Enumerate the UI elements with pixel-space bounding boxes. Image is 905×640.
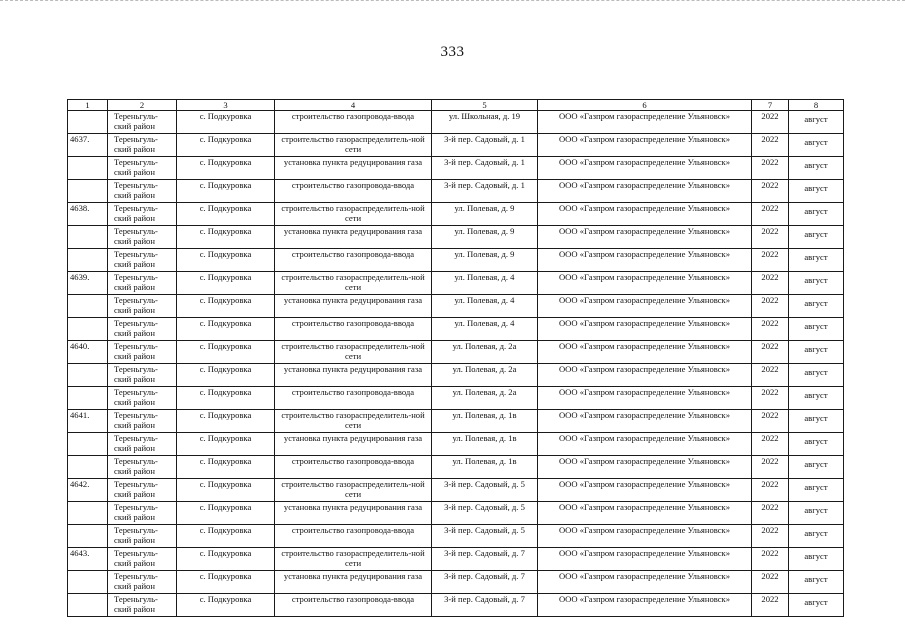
register-table: [67, 99, 844, 617]
organization-cell: ООО «Газпром газораспределение Ульяновск»: [538, 548, 752, 571]
table-body: [68, 111, 844, 617]
table-row: [68, 364, 844, 387]
settlement-cell: с. Подкуровка: [177, 548, 275, 571]
work-type-cell: установка пункта редуцирования газа: [275, 157, 432, 180]
work-type-cell: строительство газопровода-ввода: [275, 594, 432, 617]
address-cell: ул. Полевая, д. 9: [432, 203, 538, 226]
table-row: [68, 203, 844, 226]
organization-cell: ООО «Газпром газораспределение Ульяновск»: [538, 410, 752, 433]
address-cell: 3-й пер. Садовый, д. 5: [432, 525, 538, 548]
row-number-cell: 4641.: [68, 410, 108, 433]
month-cell: август: [789, 594, 844, 617]
work-type-cell: установка пункта редуцирования газа: [275, 433, 432, 456]
table-row: [68, 387, 844, 410]
work-type-cell: строительство газораспределитель-ной сети: [275, 134, 432, 157]
row-number-cell: [68, 111, 108, 134]
organization-cell: ООО «Газпром газораспределение Ульяновск»: [538, 387, 752, 410]
year-cell: 2022: [752, 433, 789, 456]
district-cell: Тереньгуль-ский район: [108, 525, 177, 548]
month-cell: август: [789, 295, 844, 318]
settlement-cell: с. Подкуровка: [177, 111, 275, 134]
district-cell: Тереньгуль-ский район: [108, 295, 177, 318]
address-cell: 3-й пер. Садовый, д. 5: [432, 502, 538, 525]
year-cell: 2022: [752, 341, 789, 364]
column-header: 3: [177, 100, 275, 111]
address-cell: ул. Полевая, д. 4: [432, 295, 538, 318]
month-cell: август: [789, 157, 844, 180]
year-cell: 2022: [752, 410, 789, 433]
row-number-cell: 4639.: [68, 272, 108, 295]
organization-cell: ООО «Газпром газораспределение Ульяновск»: [538, 226, 752, 249]
month-cell: август: [789, 226, 844, 249]
table-row: [68, 272, 844, 295]
settlement-cell: с. Подкуровка: [177, 594, 275, 617]
year-cell: 2022: [752, 295, 789, 318]
year-cell: 2022: [752, 525, 789, 548]
page-number: 333: [440, 44, 465, 60]
month-cell: август: [789, 364, 844, 387]
month-cell: август: [789, 111, 844, 134]
table-row: [68, 249, 844, 272]
row-number-cell: [68, 180, 108, 203]
settlement-cell: с. Подкуровка: [177, 525, 275, 548]
work-type-cell: строительство газораспределитель-ной сети: [275, 203, 432, 226]
table-row: [68, 571, 844, 594]
district-cell: Тереньгуль-ский район: [108, 456, 177, 479]
column-header: 5: [432, 100, 538, 111]
organization-cell: ООО «Газпром газораспределение Ульяновск»: [538, 249, 752, 272]
settlement-cell: с. Подкуровка: [177, 180, 275, 203]
year-cell: 2022: [752, 134, 789, 157]
year-cell: 2022: [752, 318, 789, 341]
address-cell: 3-й пер. Садовый, д. 7: [432, 571, 538, 594]
table-row: [68, 433, 844, 456]
organization-cell: ООО «Газпром газораспределение Ульяновск»: [538, 433, 752, 456]
district-cell: Тереньгуль-ский район: [108, 594, 177, 617]
work-type-cell: установка пункта редуцирования газа: [275, 571, 432, 594]
work-type-cell: установка пункта редуцирования газа: [275, 364, 432, 387]
organization-cell: ООО «Газпром газораспределение Ульяновск»: [538, 111, 752, 134]
table-row: [68, 548, 844, 571]
district-cell: Тереньгуль-ский район: [108, 180, 177, 203]
table-row: [68, 318, 844, 341]
row-number-cell: [68, 502, 108, 525]
address-cell: 3-й пер. Садовый, д. 7: [432, 548, 538, 571]
table-header: [68, 100, 844, 111]
month-cell: август: [789, 433, 844, 456]
address-cell: ул. Полевая, д. 2а: [432, 387, 538, 410]
address-cell: ул. Полевая, д. 9: [432, 249, 538, 272]
month-cell: август: [789, 341, 844, 364]
district-cell: Тереньгуль-ский район: [108, 203, 177, 226]
district-cell: Тереньгуль-ский район: [108, 433, 177, 456]
settlement-cell: с. Подкуровка: [177, 249, 275, 272]
month-cell: август: [789, 548, 844, 571]
district-cell: Тереньгуль-ский район: [108, 387, 177, 410]
table-row: [68, 479, 844, 502]
settlement-cell: с. Подкуровка: [177, 410, 275, 433]
settlement-cell: с. Подкуровка: [177, 226, 275, 249]
address-cell: ул. Полевая, д. 1в: [432, 410, 538, 433]
settlement-cell: с. Подкуровка: [177, 502, 275, 525]
settlement-cell: с. Подкуровка: [177, 272, 275, 295]
row-number-cell: [68, 364, 108, 387]
organization-cell: ООО «Газпром газораспределение Ульяновск»: [538, 502, 752, 525]
row-number-cell: 4640.: [68, 341, 108, 364]
month-cell: август: [789, 571, 844, 594]
district-cell: Тереньгуль-ский район: [108, 272, 177, 295]
month-cell: август: [789, 387, 844, 410]
row-number-cell: 4638.: [68, 203, 108, 226]
row-number-cell: [68, 456, 108, 479]
organization-cell: ООО «Газпром газораспределение Ульяновск»: [538, 157, 752, 180]
work-type-cell: строительство газораспределитель-ной сети: [275, 548, 432, 571]
year-cell: 2022: [752, 364, 789, 387]
district-cell: Тереньгуль-ский район: [108, 548, 177, 571]
year-cell: 2022: [752, 502, 789, 525]
row-number-cell: 4637.: [68, 134, 108, 157]
row-number-cell: [68, 226, 108, 249]
address-cell: ул. Школьная, д. 19: [432, 111, 538, 134]
column-header: 8: [789, 100, 844, 111]
settlement-cell: с. Подкуровка: [177, 318, 275, 341]
district-cell: Тереньгуль-ский район: [108, 364, 177, 387]
district-cell: Тереньгуль-ский район: [108, 134, 177, 157]
address-cell: 3-й пер. Садовый, д. 1: [432, 134, 538, 157]
row-number-cell: [68, 318, 108, 341]
month-cell: август: [789, 318, 844, 341]
row-number-cell: [68, 594, 108, 617]
settlement-cell: с. Подкуровка: [177, 134, 275, 157]
address-cell: ул. Полевая, д. 2а: [432, 341, 538, 364]
column-header: 2: [108, 100, 177, 111]
district-cell: Тереньгуль-ский район: [108, 479, 177, 502]
table-row: [68, 410, 844, 433]
row-number-cell: [68, 249, 108, 272]
district-cell: Тереньгуль-ский район: [108, 157, 177, 180]
organization-cell: ООО «Газпром газораспределение Ульяновск»: [538, 203, 752, 226]
month-cell: август: [789, 479, 844, 502]
address-cell: 3-й пер. Садовый, д. 1: [432, 157, 538, 180]
year-cell: 2022: [752, 571, 789, 594]
address-cell: ул. Полевая, д. 1в: [432, 433, 538, 456]
table-row: [68, 134, 844, 157]
month-cell: август: [789, 134, 844, 157]
row-number-cell: [68, 295, 108, 318]
row-number-cell: 4643.: [68, 548, 108, 571]
district-cell: Тереньгуль-ский район: [108, 502, 177, 525]
year-cell: 2022: [752, 548, 789, 571]
month-cell: август: [789, 410, 844, 433]
row-number-cell: [68, 157, 108, 180]
district-cell: Тереньгуль-ский район: [108, 111, 177, 134]
year-cell: 2022: [752, 226, 789, 249]
table-row: [68, 594, 844, 617]
work-type-cell: строительство газопровода-ввода: [275, 525, 432, 548]
settlement-cell: с. Подкуровка: [177, 479, 275, 502]
district-cell: Тереньгуль-ский район: [108, 226, 177, 249]
organization-cell: ООО «Газпром газораспределение Ульяновск»: [538, 318, 752, 341]
row-number-cell: [68, 387, 108, 410]
table-row: [68, 111, 844, 134]
column-header: 4: [275, 100, 432, 111]
work-type-cell: строительство газораспределитель-ной сети: [275, 272, 432, 295]
address-cell: ул. Полевая, д. 1в: [432, 456, 538, 479]
organization-cell: ООО «Газпром газораспределение Ульяновск»: [538, 571, 752, 594]
organization-cell: ООО «Газпром газораспределение Ульяновск»: [538, 525, 752, 548]
settlement-cell: с. Подкуровка: [177, 295, 275, 318]
address-cell: 3-й пер. Садовый, д. 7: [432, 594, 538, 617]
settlement-cell: с. Подкуровка: [177, 456, 275, 479]
month-cell: август: [789, 525, 844, 548]
work-type-cell: установка пункта редуцирования газа: [275, 226, 432, 249]
settlement-cell: с. Подкуровка: [177, 203, 275, 226]
year-cell: 2022: [752, 249, 789, 272]
work-type-cell: строительство газопровода-ввода: [275, 318, 432, 341]
table-row: [68, 502, 844, 525]
top-scan-edge: [0, 0, 905, 2]
district-cell: Тереньгуль-ский район: [108, 318, 177, 341]
year-cell: 2022: [752, 479, 789, 502]
work-type-cell: строительство газопровода-ввода: [275, 180, 432, 203]
year-cell: 2022: [752, 157, 789, 180]
row-number-cell: 4642.: [68, 479, 108, 502]
column-header: 6: [538, 100, 752, 111]
table-row: [68, 180, 844, 203]
month-cell: август: [789, 456, 844, 479]
address-cell: ул. Полевая, д. 4: [432, 272, 538, 295]
year-cell: 2022: [752, 456, 789, 479]
month-cell: август: [789, 180, 844, 203]
work-type-cell: строительство газораспределитель-ной сети: [275, 341, 432, 364]
year-cell: 2022: [752, 203, 789, 226]
month-cell: август: [789, 272, 844, 295]
settlement-cell: с. Подкуровка: [177, 157, 275, 180]
work-type-cell: строительство газопровода-ввода: [275, 249, 432, 272]
table-row: [68, 525, 844, 548]
year-cell: 2022: [752, 272, 789, 295]
work-type-cell: строительство газораспределитель-ной сети: [275, 410, 432, 433]
table-row: [68, 226, 844, 249]
organization-cell: ООО «Газпром газораспределение Ульяновск»: [538, 295, 752, 318]
work-type-cell: установка пункта редуцирования газа: [275, 502, 432, 525]
address-cell: ул. Полевая, д. 2а: [432, 364, 538, 387]
column-header: 1: [68, 100, 108, 111]
row-number-cell: [68, 525, 108, 548]
address-cell: 3-й пер. Садовый, д. 1: [432, 180, 538, 203]
district-cell: Тереньгуль-ский район: [108, 249, 177, 272]
organization-cell: ООО «Газпром газораспределение Ульяновск»: [538, 134, 752, 157]
year-cell: 2022: [752, 111, 789, 134]
settlement-cell: с. Подкуровка: [177, 341, 275, 364]
row-number-cell: [68, 433, 108, 456]
header-row: [68, 100, 844, 111]
organization-cell: ООО «Газпром газораспределение Ульяновск»: [538, 479, 752, 502]
work-type-cell: строительство газопровода-ввода: [275, 387, 432, 410]
month-cell: август: [789, 502, 844, 525]
table-row: [68, 456, 844, 479]
table-row: [68, 157, 844, 180]
settlement-cell: с. Подкуровка: [177, 571, 275, 594]
month-cell: август: [789, 249, 844, 272]
year-cell: 2022: [752, 180, 789, 203]
work-type-cell: строительство газораспределитель-ной сети: [275, 479, 432, 502]
work-type-cell: установка пункта редуцирования газа: [275, 295, 432, 318]
organization-cell: ООО «Газпром газораспределение Ульяновск»: [538, 594, 752, 617]
district-cell: Тереньгуль-ский район: [108, 341, 177, 364]
work-type-cell: строительство газопровода-ввода: [275, 456, 432, 479]
organization-cell: ООО «Газпром газораспределение Ульяновск»: [538, 456, 752, 479]
organization-cell: ООО «Газпром газораспределение Ульяновск»: [538, 180, 752, 203]
address-cell: ул. Полевая, д. 9: [432, 226, 538, 249]
organization-cell: ООО «Газпром газораспределение Ульяновск»: [538, 272, 752, 295]
organization-cell: ООО «Газпром газораспределение Ульяновск»: [538, 364, 752, 387]
district-cell: Тереньгуль-ский район: [108, 571, 177, 594]
settlement-cell: с. Подкуровка: [177, 364, 275, 387]
row-number-cell: [68, 571, 108, 594]
column-header: 7: [752, 100, 789, 111]
table-row: [68, 341, 844, 364]
organization-cell: ООО «Газпром газораспределение Ульяновск»: [538, 341, 752, 364]
settlement-cell: с. Подкуровка: [177, 387, 275, 410]
month-cell: август: [789, 203, 844, 226]
year-cell: 2022: [752, 387, 789, 410]
work-type-cell: строительство газопровода-ввода: [275, 111, 432, 134]
district-cell: Тереньгуль-ский район: [108, 410, 177, 433]
address-cell: ул. Полевая, д. 4: [432, 318, 538, 341]
settlement-cell: с. Подкуровка: [177, 433, 275, 456]
year-cell: 2022: [752, 594, 789, 617]
table-row: [68, 295, 844, 318]
address-cell: 3-й пер. Садовый, д. 5: [432, 479, 538, 502]
